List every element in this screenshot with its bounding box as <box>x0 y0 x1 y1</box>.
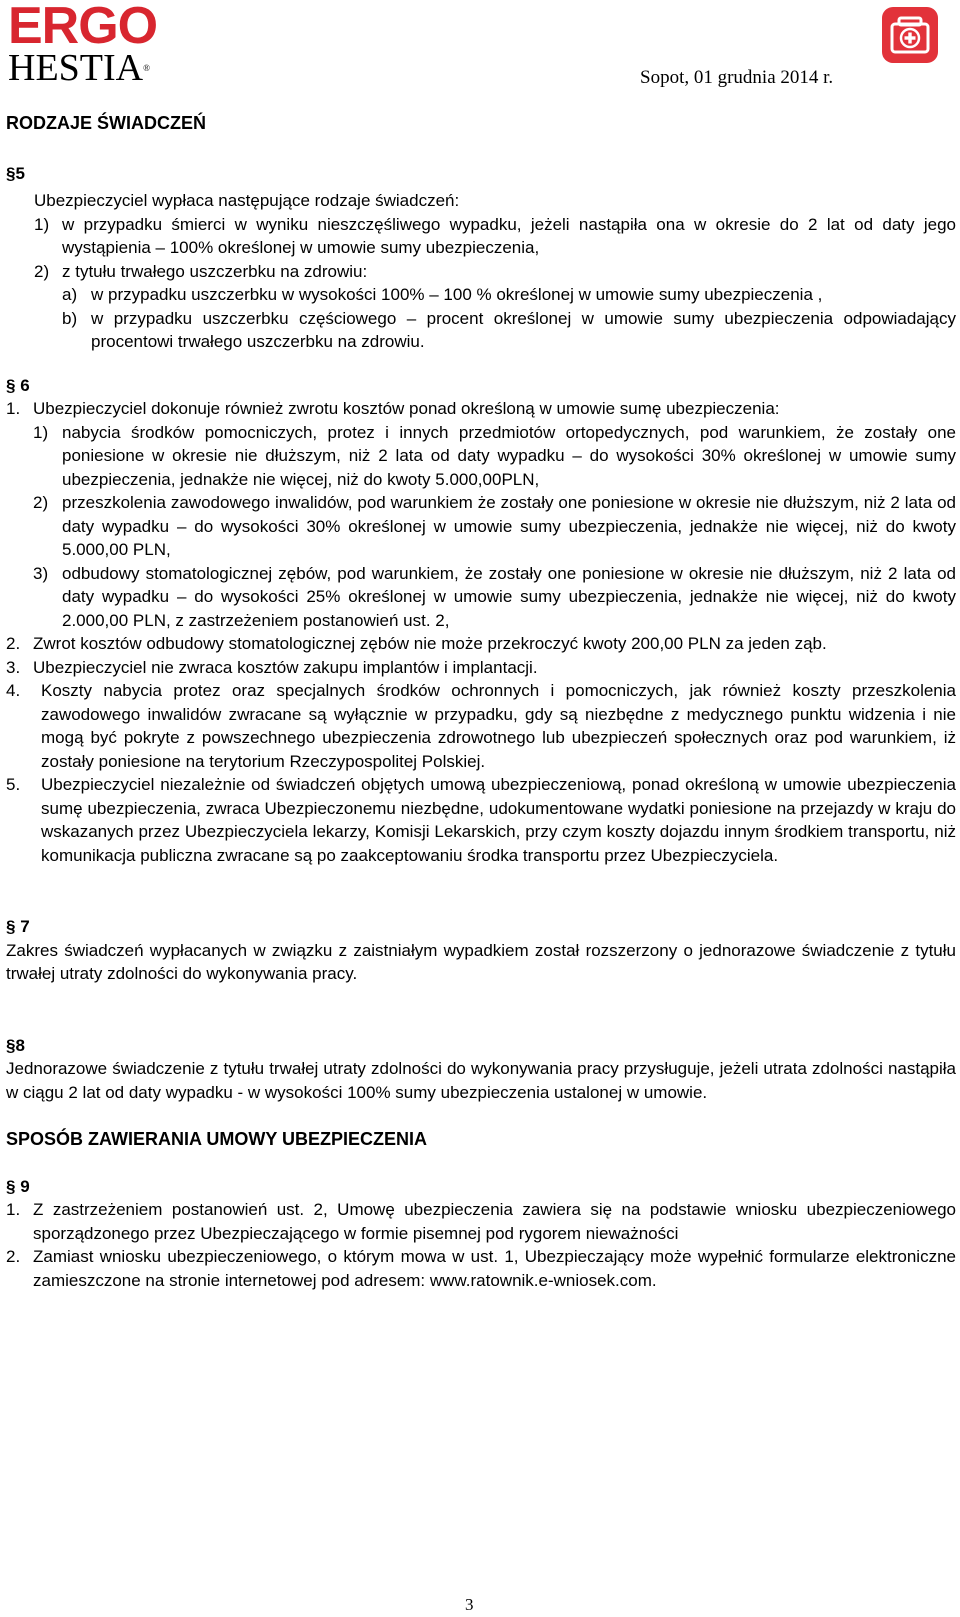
paragraph-symbol: § <box>6 917 16 936</box>
paragraph-symbol: § <box>6 1176 16 1196</box>
s7-text: Zakres świadczeń wypłacanych w związku z zaistniałym wypadkiem został rozszerzony o jednorazowe świadczenie z tytułu trwałej utraty zdolności do wykonywania pracy. <box>6 940 956 983</box>
logo-hestia-text <box>8 47 158 89</box>
logo-ergo-text: ERGO <box>8 0 158 55</box>
item-letter: b) <box>62 308 78 328</box>
s5-item-2 <box>6 260 956 284</box>
section-title-rodzaje: RODZAJE ŚWIADCZEŃ <box>6 113 207 133</box>
s5-item-2a <box>6 283 956 307</box>
item-number: 2) <box>34 261 50 281</box>
s8-text: Jednorazowe świadczenie z tytułu trwałej utraty zdolności do wykonywania pracy przysługuje, jeżeli utrata zdolności nastąpiła w ciągu 2 lat od daty wypadku - w wysokości 100% sumy ubezpieczenia ustalonej w umowie. <box>6 1059 956 1102</box>
paragraph-sign-7 <box>6 915 956 939</box>
spacer <box>6 867 956 915</box>
item-number: 2) <box>33 493 49 512</box>
s5-item-2b <box>6 307 956 354</box>
point-number: 5. <box>6 775 21 794</box>
paragraph-sign-8 <box>6 1034 956 1058</box>
paragraph-symbol: § <box>6 375 16 395</box>
logo-registered-mark: ® <box>143 63 150 73</box>
s6-point-1-item-1 <box>6 421 956 492</box>
paragraph-sign-5 <box>6 162 956 186</box>
s6-point-1-item-3 <box>6 562 956 633</box>
point-number: 1. <box>6 399 21 418</box>
section-title-sposob: SPOSÓB ZAWIERANIA UMOWY UBEZPIECZENIA <box>6 1129 428 1149</box>
spacer <box>6 1152 956 1175</box>
item-letter: a) <box>62 285 78 304</box>
point-number: 1. <box>6 1200 21 1219</box>
point-number: 3. <box>6 657 21 677</box>
s6-point-3 <box>6 656 956 680</box>
point-text: Zwrot kosztów odbudowy stomatologicznej zębów nie może przekroczyć kwoty 200,00 PLN za jeden ząb. <box>33 634 827 653</box>
point-number: 2. <box>6 1247 21 1266</box>
item-text: z tytułu trwałego uszczerbku na zdrowiu: <box>62 261 368 281</box>
item-text: w przypadku uszczerbku w wysokości 100% – 100 % określonej w umowie sumy ubezpieczenia , <box>91 285 823 304</box>
item-text: odbudowy stomatologicznej zębów, pod warunkiem, że zostały one poniesione w okresie nie dłuższym, niż 2 lata od daty wypadku – do wysokości 25% określonej w umowie sumy ubezpieczenia, jednakże nie więcej, niż do kwoty 2.000,00 PLN, z zastrzeżeniem postanowień ust. 2, <box>62 563 956 630</box>
point-text: Ubezpieczyciel nie zwraca kosztów zakupu implantów i implantacji. <box>33 657 538 677</box>
first-aid-kit-icon <box>880 5 940 65</box>
s6-point-2 <box>6 632 956 656</box>
page-number: 3 <box>465 1595 474 1614</box>
point-text: Z zastrzeżeniem postanowień ust. 2, Umowę ubezpieczenia zawiera się na podstawie wniosku ubezpieczeniowego sporządzonego przez Ubezpieczającego w formie pisemnej pod rygorem nieważności <box>33 1200 956 1243</box>
document-body <box>6 112 956 1292</box>
s6-point-4 <box>6 679 956 773</box>
s9-point-1 <box>6 1198 956 1245</box>
paragraph-symbol: § <box>6 1035 16 1055</box>
ergo-hestia-logo <box>8 0 158 89</box>
paragraph-number: 6 <box>20 375 30 395</box>
paragraph-symbol: § <box>6 163 16 183</box>
item-text: nabycia środków pomocniczych, protez i innych przedmiotów ortopedycznych, pod warunkiem, że zostały one poniesione w okresie nie dłuższym, niż 2 lata od daty wypadku – do wysokości 30% określonej w umowie sumy ubezpieczenia, jednakże nie więcej, niż do kwoty 5.000,00PLN, <box>62 422 956 489</box>
spacer <box>6 986 956 1034</box>
point-text: Ubezpieczyciel niezależnie od świadczeń objętych umową ubezpieczeniową, ponad określoną w umowie ubezpieczenia sumę ubezpieczenia, zwraca Ubezpieczonemu niezbędne, udokumentowane wydatki poniesione na przejazdy w kraju do wskazanych przez Ubezpieczyciela lekarzy, Komisji Lekarskich, przy czym koszty dojazdu innym środkiem transportu, niż komunikacja publiczna zwracane są po zaakceptowaniu środka transportu przez Ubezpieczyciela. <box>41 775 956 865</box>
spacer <box>6 1104 956 1128</box>
spacer <box>6 354 956 374</box>
point-text: Zamiast wniosku ubezpieczeniowego, o którym mowa w ust. 1, Ubezpieczający może wypełnić formularze elektroniczne zamieszczone na stronie internetowej pod adresem: www.ratownik.e-wniosek.com. <box>33 1247 956 1290</box>
paragraph-number: 7 <box>20 917 30 936</box>
s5-intro: Ubezpieczyciel wypłaca następujące rodzaje świadczeń: <box>34 191 460 210</box>
paragraph-number: 8 <box>15 1035 25 1055</box>
point-text: Ubezpieczyciel dokonuje również zwrotu kosztów ponad określoną w umowie sumę ubezpieczenia: <box>33 399 780 418</box>
item-number: 1) <box>33 422 49 442</box>
item-number: 3) <box>33 563 49 583</box>
item-text: w przypadku śmierci w wyniku nieszczęśliwego wypadku, jeżeli nastąpiła ona w okresie do 2 lat od daty jego wystąpienia – 100% określonej w umowie sumy ubezpieczenia, <box>62 214 956 257</box>
paragraph-sign-6 <box>6 374 956 398</box>
item-text: przeszkolenia zawodowego inwalidów, pod warunkiem że zostały one poniesione w okresie nie dłuższym, niż 2 lata od daty wypadku – do wysokości 30% określonej w umowie sumy ubezpieczenia, jednakże nie więcej, niż do kwoty 5.000,00 PLN, <box>62 493 956 559</box>
paragraph-number: 5 <box>15 163 25 183</box>
spacer <box>6 136 956 162</box>
s6-point-1 <box>6 397 956 421</box>
s6-point-5 <box>6 773 956 867</box>
s6-point-1-item-2 <box>6 491 956 562</box>
paragraph-number: 9 <box>20 1176 30 1196</box>
document-date: Sopot, 01 grudnia 2014 r. <box>640 67 834 88</box>
point-text: Koszty nabycia protez oraz specjalnych środków ochronnych i pomocniczych, jak również koszty przeszkolenia zawodowego inwalidów zwracane są wyłącznie w przypadku, gdy są niezbędne z medycznego punktu widzenia i nie mogą być pokryte z powszechnego ubezpieczenia zdrowotnego lub ubezpieczeń społecznych oraz pod warunkiem, iż zostały poniesione na terytorium Rzeczypospolitej Polskiej. <box>41 681 956 771</box>
point-number: 2. <box>6 634 21 653</box>
item-number: 1) <box>34 214 50 234</box>
paragraph-sign-9 <box>6 1175 956 1199</box>
item-text: w przypadku uszczerbku częściowego – procent określonej w umowie sumy ubezpieczenia odpowiadający procentowi trwałego uszczerbku na zdrowiu. <box>91 308 956 351</box>
point-number: 4. <box>6 681 21 700</box>
s9-point-2 <box>6 1245 956 1292</box>
s5-item-1 <box>6 213 956 260</box>
logo-hestia-word: HESTIA <box>8 47 144 89</box>
